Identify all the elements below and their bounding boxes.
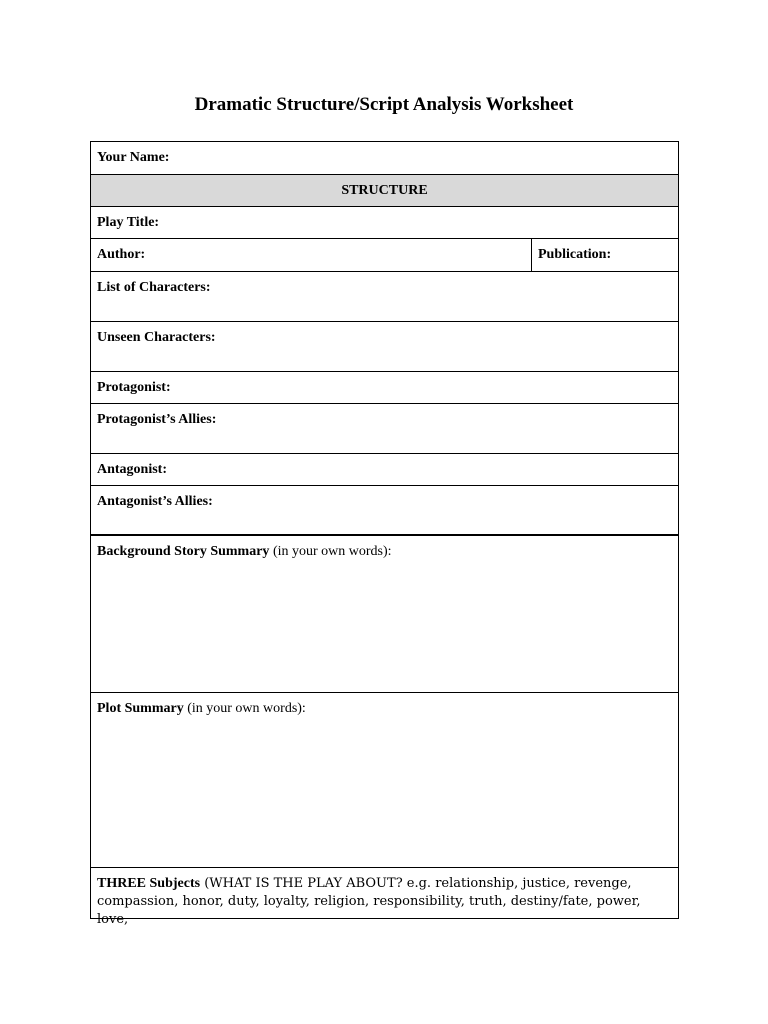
three-subjects-label: THREE Subjects [97,876,201,891]
plot-summary-hint: (in your own words): [183,701,306,716]
background-story-label: Background Story Summary [97,544,270,559]
protagonist-field[interactable] [91,372,678,404]
protagonist-label: Protagonist: [97,380,171,395]
antagonist-label: Antagonist: [97,462,168,477]
page-title: Dramatic Structure/Script Analysis Worksheet [194,94,574,115]
plot-summary-field[interactable] [91,693,678,868]
protagonists-allies-label: Protagonist’s Allies: [97,412,217,427]
background-story-field[interactable] [91,536,678,693]
your-name-label: Your Name: [97,150,170,165]
three-subjects-field[interactable] [91,868,678,927]
your-name-field[interactable] [91,142,678,175]
three-subjects-hint: (WHAT IS THE PLAY ABOUT? e.g. relationship, justice, revenge, compassion, honor, duty, loyalty, religion, responsibility, truth, destiny/fate, power, love, [97,876,641,927]
protagonists-allies-field[interactable] [91,404,678,454]
publication-label: Publication: [538,247,612,262]
plot-summary-label: Plot Summary [97,701,184,716]
worksheet-table [90,141,679,927]
unseen-characters-field[interactable] [91,322,678,372]
author-field[interactable] [91,239,532,271]
author-publication-row [91,239,678,272]
publication-field[interactable] [532,239,678,271]
play-title-label: Play Title: [97,215,160,230]
list-of-characters-field[interactable] [91,272,678,322]
author-label: Author: [97,247,146,262]
antagonist-field[interactable] [91,454,678,486]
background-story-hint: (in your own words): [269,544,392,559]
structure-section-header: STRUCTURE [91,175,678,207]
unseen-characters-label: Unseen Characters: [97,330,216,345]
list-of-characters-label: List of Characters: [97,280,211,295]
antagonists-allies-label: Antagonist’s Allies: [97,494,213,509]
play-title-field[interactable] [91,207,678,239]
antagonists-allies-field[interactable] [91,486,678,536]
